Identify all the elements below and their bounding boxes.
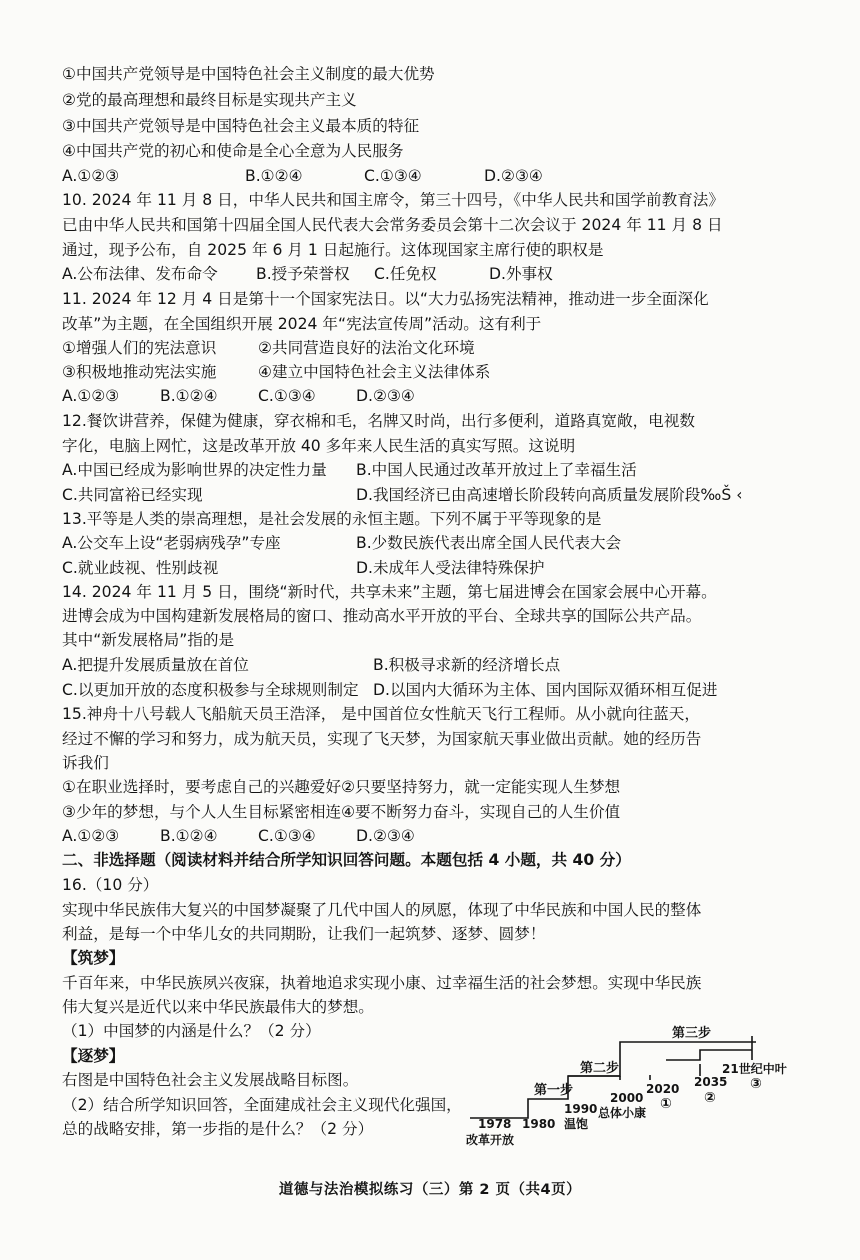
q10-option-c: C.任免权 (374, 265, 437, 283)
strategy-stair-diagram (460, 1020, 800, 1150)
q16-intro-1: 实现中华民族伟大复兴的中国梦凝聚了几代中国人的夙愿，体现了中华民族和中国人民的整体 (62, 901, 702, 919)
q15-line-4: ①在职业选择时，要考虑自己的兴趣爱好②只要坚持努力，就一定能实现人生梦想 (62, 778, 621, 796)
q9-option-b: B.①②④ (245, 167, 303, 185)
q14-option-a: A.把提升发展质量放在首位 (62, 656, 249, 674)
q14-option-c: C.以更加开放的态度积极参与全球规则制定 (62, 681, 359, 699)
q12-line-2: 字化，电脑上网忙，这是改革开放 40 多年来人民生活的真实写照。这说明 (62, 437, 576, 455)
q11-line-2: 改革”为主题，在全国组织开展 2024 年“宪法宣传周”活动。这有利于 (62, 315, 542, 333)
zhumeng2-heading: 【逐梦】 (62, 1047, 125, 1065)
q15-line-1: 15.神舟十八号载人飞船航天员王浩泽， 是中国首位女性航天飞行工程师。从小就向往蓝天， (62, 705, 700, 723)
circle-2: ② (704, 1090, 716, 1106)
section-2-heading: 二、非选择题（阅读材料并结合所学知识回答问题。本题包括 4 小题，共 40 分） (62, 851, 631, 869)
reform-opening-label: 改革开放 (466, 1133, 515, 1147)
q14-line-2: 进博会成为中国构建新发展格局的窗口、推动高水平开放的平台、全球共享的国际公共产品。 (62, 607, 702, 625)
q15-line-5: ③少年的梦想，与个人人生目标紧密相连④要不断努力奋斗，实现自己的人生价值 (62, 803, 621, 821)
q11-item-3: ③积极地推动宪法实施 (62, 363, 217, 381)
q15-option-d: D.②③④ (356, 827, 415, 845)
year-2000: 2000 (610, 1091, 644, 1105)
q10-line-1: 10. 2024 年 11 月 8 日，中华人民共和国主席令，第三十四号，《中华人民共和国学前教育法》 (62, 191, 724, 209)
xiaokang-label: 总体小康 (598, 1106, 647, 1120)
q10-line-2: 已由中华人民共和国第十四届全国人民代表大会常务委员会第十二次会议于 2024 年 11 月 8 日 (62, 216, 723, 234)
q14-option-d: D.以国内大循环为主体、国内国际双循环相互促进 (373, 681, 718, 699)
q15-option-b: B.①②④ (160, 827, 218, 845)
q13-line-1: 13.平等是人类的崇高理想，是社会发展的永恒主题。下列不属于平等现象的是 (62, 510, 602, 528)
circle-3: ③ (750, 1076, 762, 1092)
q13-option-a: A.公交车上设“老弱病残孕”专座 (62, 534, 281, 552)
q10-line-3: 通过，现予公布，自 2025 年 6 月 1 日起施行。这体现国家主席行使的职权是 (62, 241, 604, 259)
wenbao-label: 温饱 (564, 1117, 589, 1131)
q11-line-1: 11. 2024 年 12 月 4 日是第十一个国家宪法日。以“大力弘扬宪法精神，推动进一步全面深化 (62, 290, 709, 308)
step-1-label: 第一步 (534, 1083, 574, 1098)
q9-option-a: A.①②③ (62, 167, 120, 185)
q16-sub-2-line-1: （2）结合所学知识回答，全面建成社会主义现代化强国， (62, 1096, 462, 1114)
q12-option-a: A.中国已经成为影响世界的决定性力量 (62, 461, 327, 479)
year-1980: 1980 (522, 1117, 556, 1131)
q12-option-d: D.我国经济已由高速增长阶段转向高质量发展阶段‰Š ‹ (356, 486, 743, 504)
q15-option-a: A.①②③ (62, 827, 120, 845)
q12-option-c: C.共同富裕已经实现 (62, 486, 203, 504)
q11-item-2: ②共同营造良好的法治文化环境 (258, 339, 475, 357)
year-1990: 1990 (564, 1102, 598, 1116)
q12-option-b: B.中国人民通过改革开放过上了幸福生活 (356, 461, 637, 479)
q9-option-d: D.②③④ (484, 167, 543, 185)
statement-3: ③中国共产党领导是中国特色社会主义最本质的特征 (62, 117, 420, 135)
q11-item-4: ④建立中国特色社会主义法律体系 (258, 363, 491, 381)
step-3-label: 第三步 (672, 1026, 712, 1041)
q11-option-d: D.②③④ (356, 387, 415, 405)
q16-heading: 16.（10 分） (62, 876, 159, 894)
page-footer: 道德与法治模拟练习（三）第 2 页（共4页） (278, 1182, 582, 1198)
q10-option-d: D.外事权 (489, 265, 553, 283)
year-21st-century: 21世纪中叶 (722, 1062, 787, 1076)
q15-option-c: C.①③④ (258, 827, 316, 845)
year-1978: 1978 (478, 1117, 512, 1131)
q10-option-a: A.公布法律、发布命令 (62, 265, 218, 283)
q13-option-b: B.少数民族代表出席全国人民代表大会 (356, 534, 622, 552)
q16-sub-1: （1）中国梦的内涵是什么？（2 分） (62, 1022, 321, 1040)
q9-option-c: C.①③④ (364, 167, 422, 185)
q12-line-1: 12.餐饮讲营养，保健为健康，穿衣棉和毛，名牌又时尚，出行多便利，道路真宽敞，电视数 (62, 412, 695, 430)
circle-1: ① (660, 1096, 672, 1112)
q11-option-a: A.①②③ (62, 387, 120, 405)
q15-line-3: 诉我们 (62, 754, 109, 772)
q14-line-3: 其中“新发展格局”指的是 (62, 631, 235, 649)
year-2020: 2020 (646, 1082, 680, 1096)
step-2-label: 第二步 (580, 1061, 620, 1076)
q14-line-1: 14. 2024 年 11 月 5 日，围绕“新时代，共享未来”主题，第七届进博会在国家会展中心开幕。 (62, 583, 717, 601)
q11-option-c: C.①③④ (258, 387, 316, 405)
statement-1: ①中国共产党领导是中国特色社会主义制度的最大优势 (62, 65, 435, 83)
q10-option-b: B.授予荣誉权 (256, 265, 350, 283)
zhumeng-text-1: 千百年来，中华民族夙兴夜寐，执着地追求实现小康、过幸福生活的社会梦想。实现中华民族 (62, 974, 702, 992)
q14-option-b: B.积极寻求新的经济增长点 (373, 656, 561, 674)
statement-4: ④中国共产党的初心和使命是全心全意为人民服务 (62, 142, 404, 160)
q15-line-2: 经过不懈的学习和努力，成为航天员，实现了飞天梦，为国家航天事业做出贡献。她的经历告 (62, 730, 702, 748)
q13-option-d: D.未成年人受法律特殊保护 (356, 559, 545, 577)
zhumeng-heading: 【筑梦】 (62, 949, 125, 967)
q11-item-1: ①增强人们的宪法意识 (62, 339, 217, 357)
q13-option-c: C.就业歧视、性别歧视 (62, 559, 219, 577)
q11-option-b: B.①②④ (160, 387, 218, 405)
year-2035: 2035 (694, 1075, 728, 1089)
zhumeng2-text: 右图是中国特色社会主义发展战略目标图。 (62, 1071, 359, 1089)
q16-intro-2: 利益，是每一个中华儿女的共同期盼，让我们一起筑梦、逐梦、圆梦！ (62, 925, 546, 943)
zhumeng-text-2: 伟大复兴是近代以来中华民族最伟大的梦想。 (62, 998, 374, 1016)
statement-2: ②党的最高理想和最终目标是实现共产主义 (62, 91, 357, 109)
q16-sub-2-line-2: 总的战略安排，第一步指的是什么？（2 分） (62, 1120, 374, 1138)
